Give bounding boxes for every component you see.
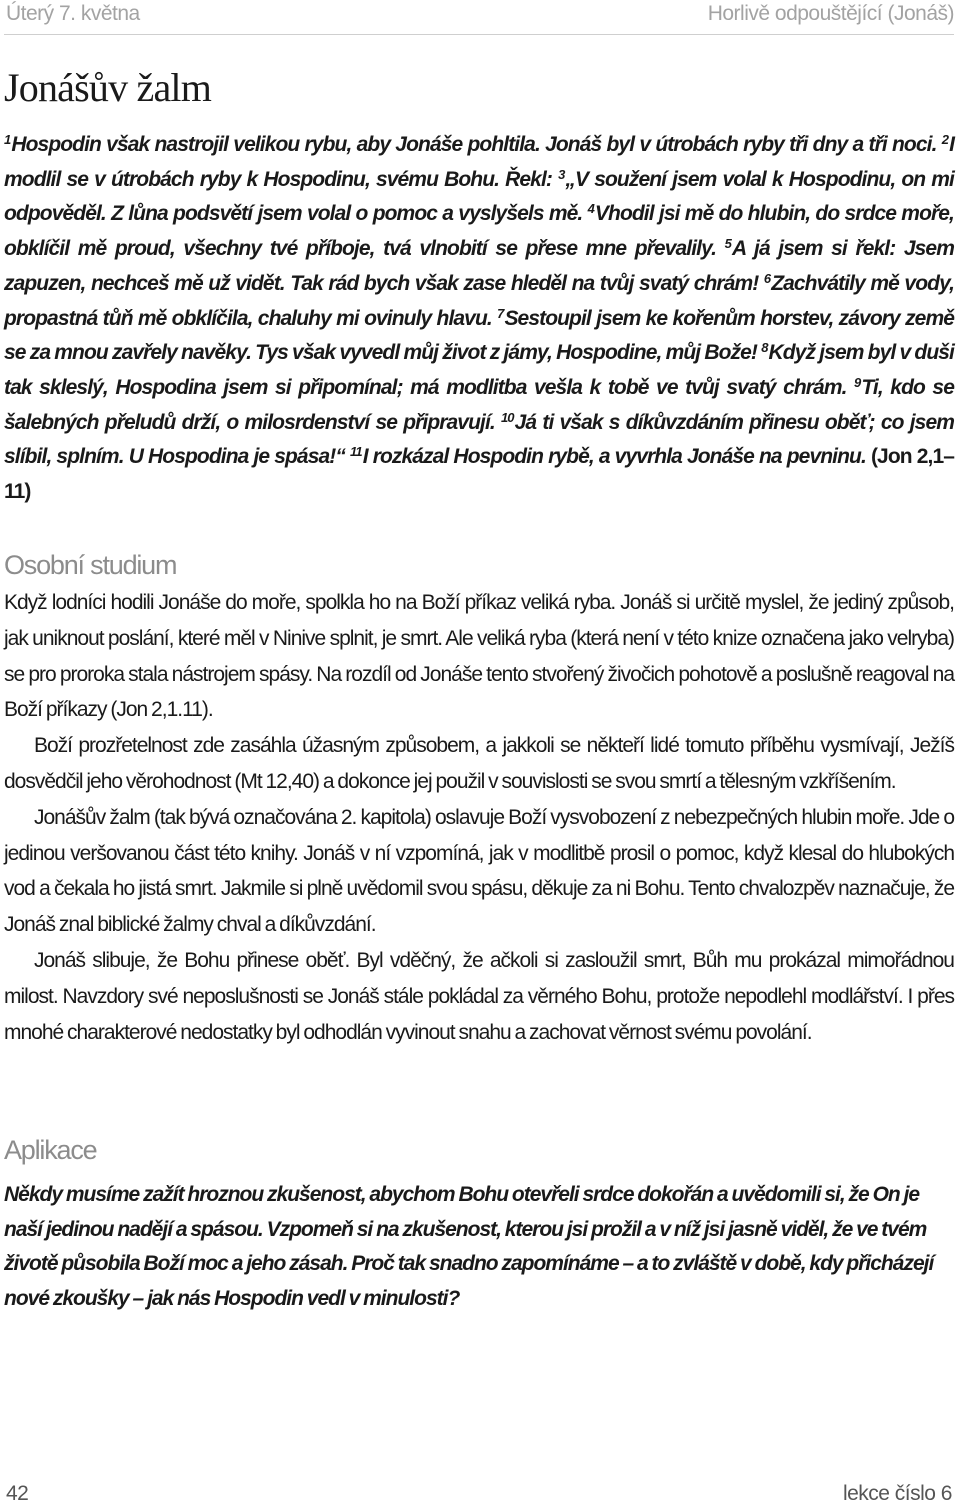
lesson-label: lekce číslo 6 [842, 1482, 952, 1505]
verse-text: A já jsem si řekl: Jsem zapuzen, nechceš mě už vidět. Tak rád bych však zase hleděl na tvůj svatý chrám! [4, 237, 954, 295]
scripture-reference: (Jon 2,1–11) [4, 445, 955, 504]
verse-text: Hospodin však nastrojil velikou rybu, aby Jonáše pohltila. Jonáš byl v útrobách ryby tři dny a tři noci. [11, 133, 942, 156]
verse-text: Vhodil jsi mě do hlubin, do srdce moře, obklíčil mě proud, všechny tvé příboje, tvá vlnobití se přese mne převalily. [4, 202, 954, 261]
study-text [4, 585, 954, 1050]
verse-number: 5 [724, 236, 731, 252]
verse-text: Když jsem byl v duši tak skleslý, Hospodina jsem si připomínal; má modlitba vešla k tobě ve tvůj svatý chrám. [4, 341, 954, 399]
header-topic: Horlivě odpouštějící (Jonáš) [707, 2, 954, 25]
page-header [4, 0, 954, 35]
verse-text: Ti, kdo se šalebných přeludů drží, o milosrdenství se připravují. [4, 375, 954, 434]
verse-number: 4 [587, 201, 594, 217]
verse-number: 8 [761, 340, 768, 356]
header-date: Úterý 7. května [6, 2, 140, 25]
verse-number: 7 [497, 305, 504, 321]
study-paragraph: Jonáš slibuje, že Bohu přinese oběť. Byl vděčný, že ačkoli si zasloužil smrt, Bůh mu prokázal mimořádnou milost. Navzdory své neposlušnosti se Jonáš stále pokládal za věrného Bohu, protože nepodlehl modlářství. I přes mnohé charakterové nedostatky byl odhodlán vyvinout snahu a zachovat věrnost svému povolání. [4, 948, 954, 1044]
verse-text: Sestoupil jsem ke kořenům horstev, závory země se za mnou zavřely navěky. Tys však vyvedl můj život z jámy, Hospodine, můj Bože! [4, 306, 954, 365]
study-paragraph: Boží prozřetelnost zde zasáhla úžasným způsobem, a jakkoli se někteří lidé tomuto příběhu vysmívají, Ježíš dosvědčil jeho věrohodnost (Mt 12,40) a dokonce jej použil v souvislosti se svou smrtí a tělesným vzkříšením. [4, 734, 954, 793]
verse-number: 10 [500, 409, 514, 425]
verse-text: Zachvátily mě vody, propastná tůň mě obklíčila, chaluhy mi ovinuly hlavu. [4, 271, 955, 330]
verse-text: I modlil se v útrobách ryby k Hospodinu, svému Bohu. Řekl: [4, 133, 954, 191]
verse-number: 2 [941, 132, 949, 147]
verse-text: „V soužení jsem volal k Hospodinu, on mi odpověděl. Z lůna podsvětí jsem volal o pomoc a vyslyšels mě. [4, 167, 954, 226]
verse-number: 11 [350, 444, 362, 460]
verse-number: 1 [4, 132, 11, 147]
verse-text: I rozkázal Hospodin rybě, a vyvrhla Jonáše na pevninu. [362, 445, 871, 469]
page-title: Jonášův žalm [4, 65, 212, 110]
application-heading: Aplikace [4, 1135, 97, 1165]
verse-text: Já ti však s díkůvzdáním přinesu oběť; co jsem slíbil, splním. U Hospodina je spása!“ [4, 410, 954, 469]
study-paragraph: Jonášův žalm (tak bývá označována 2. kapitola) oslavuje Boží vysvobození z nebezpečných hlubin moře. Jde o jedinou veršovanou část této knihy. Jonáš v ní vzpomíná, jak v modlitbě prosil o pomoc, když klesal do hlubokých vod a čekala ho jistá smrt. Jakmile si plně uvědomil svou spásu, děkuje za ni Bohu. Tento chvalozpěv naznačuje, že Jonáš znal biblické žalmy chval a díkůvzdání. [4, 805, 954, 937]
verse-number: 9 [854, 374, 861, 390]
study-heading: Osobní studium [4, 550, 177, 580]
page-number: 42 [6, 1482, 29, 1505]
verse-number: 6 [763, 270, 771, 286]
verse-number: 3 [558, 166, 565, 182]
scripture-passage [4, 128, 954, 510]
study-paragraph: Když lodníci hodili Jonáše do moře, spolkla ho na Boží příkaz veliká ryba. Jonáš si určitě myslel, že jediný způsob, jak uniknout poslání, které měl v Ninive splnit, je smrt. Ale veliká ryba (která není v této knize označena jako velryba) se pro proroka stala nástrojem spásy. Na rozdíl od Jonáše tento stvořený živočich pohotově a poslušně reagoval na Boží příkazy (Jon 2,1.11). [4, 591, 954, 722]
application-text: Někdy musíme zažít hroznou zkušenost, abychom Bohu otevřeli srdce dokořán a uvědomili si, že On je naší jedinou nadějí a spásou. Vzpomeň si na zkušenost, kterou jsi prožil a v níž jsi jasně viděl, že ve tvém životě působila Boží moc a jeho zásah. Proč tak snadno zapomínáme – a to zvláště v době, kdy přicházejí nové zkoušky – jak nás Hospodin vedl v minulosti? [4, 1183, 934, 1310]
